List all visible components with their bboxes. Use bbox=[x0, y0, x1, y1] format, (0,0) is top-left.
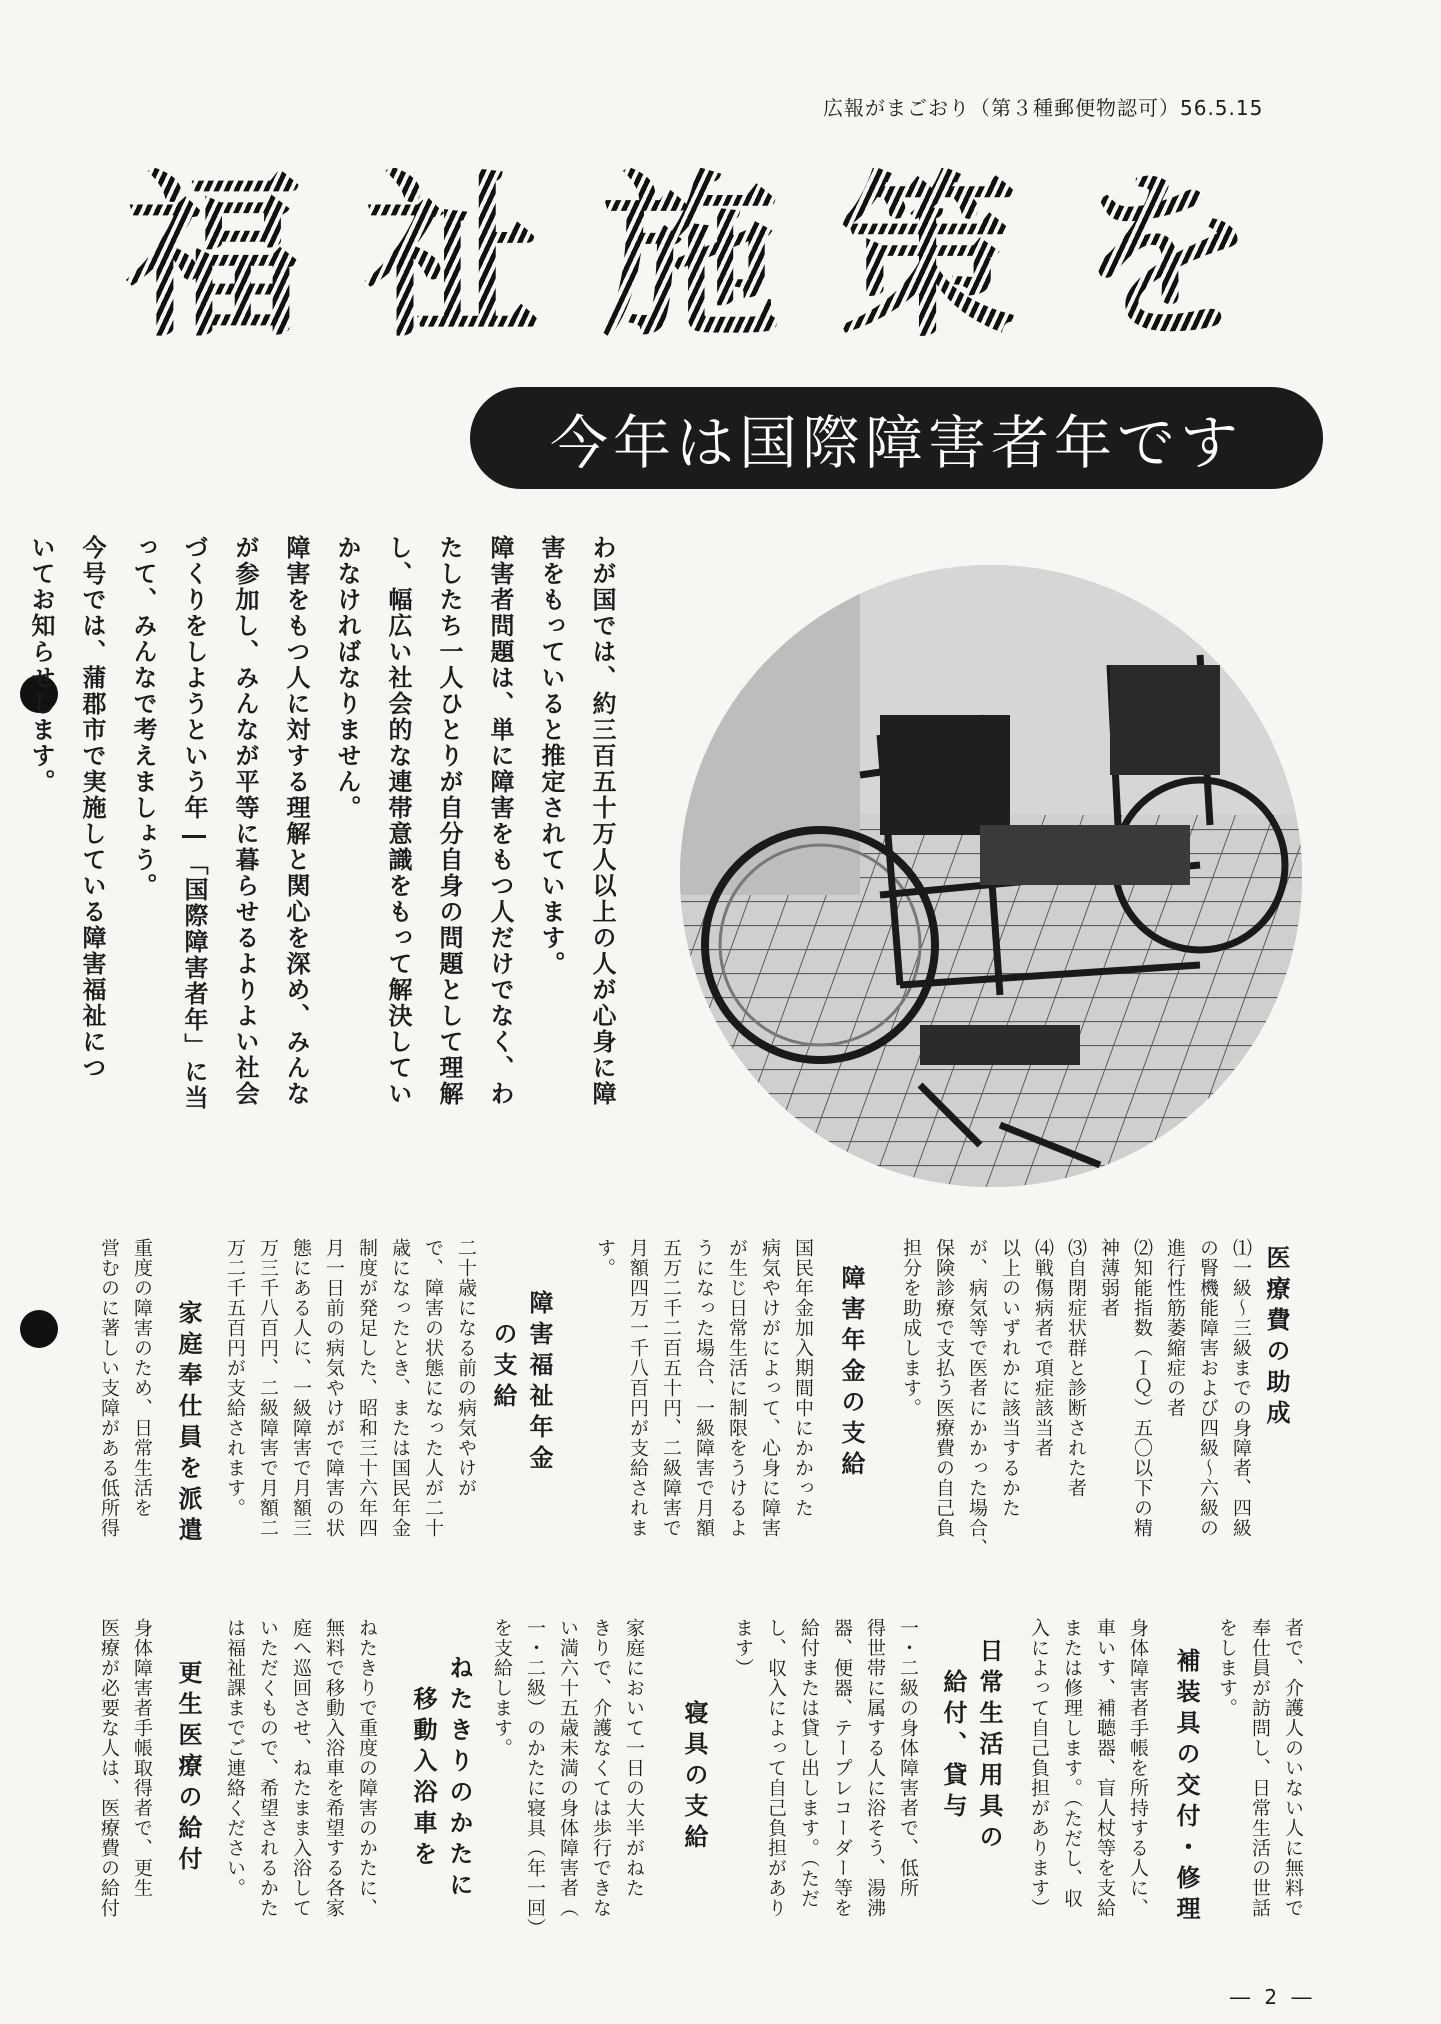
body-fukushi-nenkin: 二十歳になる前の病気やけが で、障害の状態になった人が二十 歳になったとき、または国民年金 制度が発足した、昭和三十六年四 月一日前の病気やけがで障害の状 態にある人に、一級障害で月額三 万三千八百円、二級障害で月額二 万二千五百円が支給されます。 bbox=[224, 1238, 477, 1538]
body-hosogu: 身体障害者手帳を所持する人に、 車いす、補聴器、盲人杖等を支給 または修理します。（ただし、収 入によって自己負担があります） bbox=[1028, 1618, 1149, 1918]
title-char: 祉 bbox=[363, 154, 541, 361]
subtitle-text: 今年は国際障害者年です bbox=[549, 409, 1243, 477]
intro-text: わが国では、約三百五十万人以上の人が心身に障 害をもっていると推定されています。 障害者問題は、単に障害をもつ人だけでなく、わ たしたち一人ひとりが自分自身の問題として理解 し、幅広い社会的な連帯意識をもって解決してい かなければなりません。 障害をもつ人に対する理解と関心を深め、みんな が参加し、みんなが平等に暮らせるよりよい社会 づくりをしようという年―「国際障害者年」に当 って、みんなで考えましょう。 今号では、蒲郡市で実施している障害福祉につ いてお知らせします。 bbox=[27, 535, 616, 1111]
heading-fukushi-nenkin: 障害福祉年金 の支給 bbox=[489, 1290, 553, 1476]
heading-shogai-nenkin: 障害年金の支給 bbox=[837, 1265, 865, 1482]
heading-katei-hoshiin: 家庭奉仕員を派遣 bbox=[174, 1300, 202, 1548]
body-shingu: 家庭において一日の大半がねた きりで、介護なくては歩行できな い満六十五歳未満の身体障害者（ 一・二級）のかたに寝具（年一回） を支給します。 bbox=[491, 1618, 645, 1938]
main-title bbox=[125, 154, 1255, 361]
title-char: 施 bbox=[601, 154, 779, 361]
heading-nichijo: 日常生活用具の 給付、貸与 bbox=[939, 1638, 1003, 1855]
body-shogai-nenkin: 国民年金加入期間中にかかった 病気やけがによって、心身に障害 が生じ日常生活に制限をうけるよ うになった場合、一級障害で月額 五万二千二百五十円、二級障害で 月額四万一千八百円が支給されま す。 bbox=[594, 1238, 814, 1538]
title-char: 策 bbox=[839, 154, 1017, 361]
body-iryohi: ⑴一級～三級までの身障者、四級 の腎機能障害および四級～六級の 進行性筋萎縮症の者 ⑵知能指数（ＩＱ）五〇以下の精 神薄弱者 ⑶自閉症状群と診断された者 ⑷戦傷病者で項症該当者 以上のいずれかに該当するかた が、病気等で医者にかかった場合、 保険診療で支払う医療費の自己負 担分を助成します。 bbox=[900, 1238, 1252, 1558]
title-char: を bbox=[1077, 154, 1255, 361]
heading-shingu: 寝具の支給 bbox=[680, 1700, 708, 1855]
body-nichijo: 一・二級の身体障害者で、低所 得世帯に属する人に浴そう、湯沸 器、便器、テープレコーダー等を 給付または貸し出します。（ただ し、収入によって自己負担があり ます） bbox=[732, 1618, 919, 1918]
body-nyuyokusha: ねたきりで重度の障害のかたに、 無料で移動入浴車を希望する各家 庭へ巡回させ、ねたまま入浴して いただくもので、希望されるかた は福祉課までご連絡ください。 bbox=[224, 1618, 378, 1918]
heading-kosei-iryo: 更生医療の給付 bbox=[174, 1660, 202, 1877]
publication-header: 広報がまごおり（第３種郵便物認可）56.5.15 bbox=[823, 96, 1264, 120]
body-kosei-iryo: 身体障害者手帳取得者で、更生 医療が必要な人は、医療費の給付 bbox=[98, 1618, 153, 1918]
title-char: 福 bbox=[125, 154, 303, 361]
heading-hosogu: 補装具の交付・修理 bbox=[1172, 1648, 1200, 1927]
bullet-icon bbox=[20, 1310, 58, 1348]
subtitle-banner bbox=[470, 387, 1323, 489]
wheelchair-illustration bbox=[680, 565, 1302, 1187]
page-number: ― 2 ― bbox=[1230, 1985, 1316, 2009]
heading-nyuyokusha: ねたきりのかたに 移動入浴車を bbox=[409, 1655, 473, 1903]
body-katei-hoshiin: 重度の障害のため、日常生活を 営むのに著しい支障がある低所得 bbox=[98, 1238, 153, 1538]
wheelchair-photo bbox=[680, 565, 1302, 1187]
heading-iryohi: 医療費の助成 bbox=[1262, 1245, 1290, 1431]
body-katei-cont: 者で、介護人のいない人に無料で 奉仕員が訪問し、日常生活の世話 をします。 bbox=[1216, 1618, 1304, 1918]
